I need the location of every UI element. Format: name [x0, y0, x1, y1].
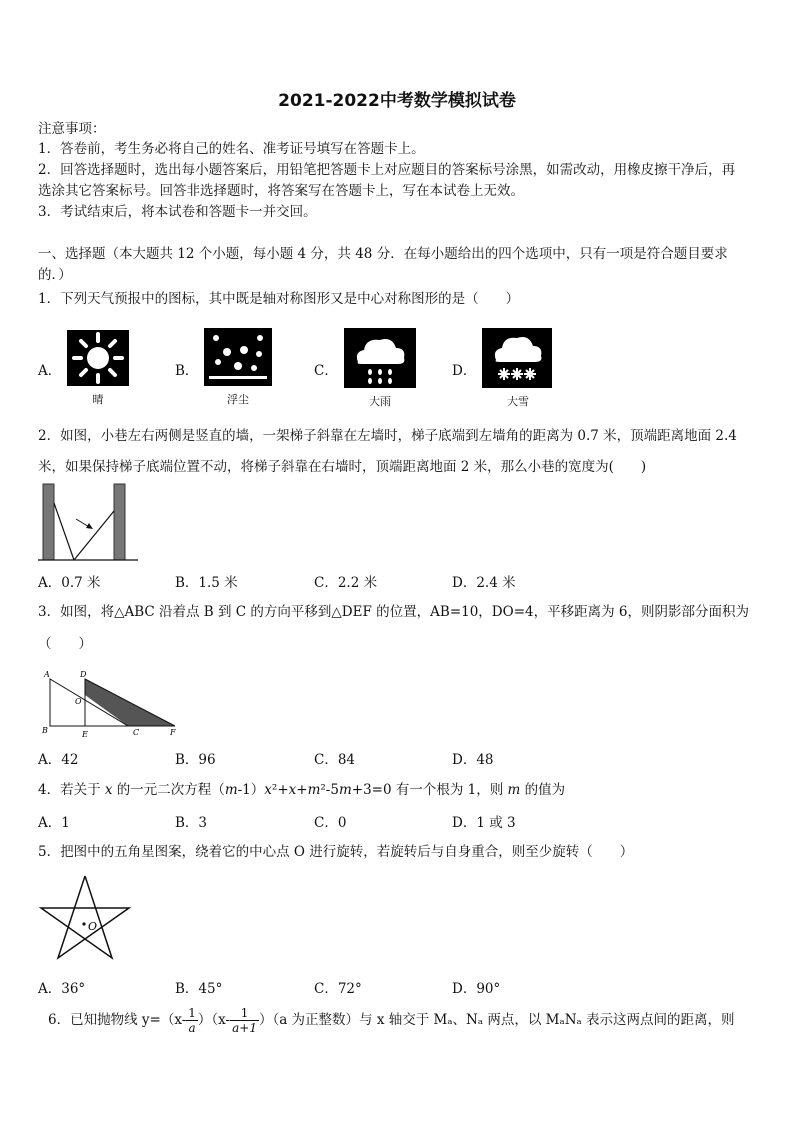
ladder-alley-figure	[38, 483, 138, 563]
label-f: F	[170, 728, 176, 737]
q4-option-a[interactable]: A．1	[38, 815, 70, 831]
center-o-label: O	[88, 920, 98, 933]
q4-option-b[interactable]: B．3	[175, 815, 208, 831]
q2-option-c[interactable]: C．2.2 米	[314, 575, 378, 591]
sun-icon	[67, 330, 129, 386]
page-title: 2021-2022中考数学模拟试卷	[278, 91, 516, 111]
q3-option-b[interactable]: B．96	[175, 752, 216, 768]
q1-option-a[interactable]: A．	[38, 363, 62, 379]
q5-option-d[interactable]: D．90°	[452, 981, 501, 997]
notice-item-2: 2．回答选择题时，选出每小题答案后，用铅笔把答题卡上对应题目的答案标号涂黑，如需改动，用橡皮擦干净后，再	[38, 162, 736, 178]
label-c: C	[133, 728, 140, 737]
q5-option-c[interactable]: C．72°	[314, 981, 362, 997]
q1-caption-a: 晴	[92, 393, 104, 406]
q1-caption-c: 大雨	[369, 395, 391, 408]
label-b: B	[42, 726, 48, 735]
fraction-1-over-a-plus-1: $\frac{1}{a+1}$	[232, 1006, 257, 1035]
notice-item-1: 1．答卷前，考生务必将自己的姓名、准考证号填写在答题卡上。	[38, 141, 425, 157]
section-heading-cont: 的．）	[38, 267, 72, 283]
q3-stem-line1: 3．如图，将△ABC 沿着点 B 到 C 的方向平移到△DEF 的位置，AB=10，DO=4，平移距离为 6，则阴影部分面积为	[38, 604, 749, 620]
notice-item-2-cont: 选涂其它答案标号。回答非选择题时，将答案写在答题卡上，写在本试卷上无效。	[38, 183, 524, 199]
q1-caption-b: 浮尘	[227, 393, 249, 406]
q2-option-d[interactable]: D．2.4 米	[452, 575, 516, 591]
q4-option-d[interactable]: D．1 或 3	[452, 815, 516, 831]
q2-option-a[interactable]: A．0.7 米	[38, 575, 101, 591]
q2-option-b[interactable]: B．1.5 米	[175, 575, 238, 591]
q1-caption-d: 大雪	[507, 395, 529, 408]
q1-option-b[interactable]: B．	[175, 363, 199, 379]
q3-option-d[interactable]: D．48	[452, 752, 494, 768]
translation-triangles-figure	[38, 665, 183, 740]
section-heading: 一、选择题（本大题共 12 个小题，每小题 4 分，共 48 分．在每小题给出的四个选项中，只有一项是符合题目要求	[38, 246, 728, 262]
q2-stem-line2: 米，如果保持梯子底端位置不动，将梯子斜靠在右墙时，顶端距离地面 2 米，那么小巷的宽度为( )	[38, 459, 647, 475]
dust-icon	[204, 328, 272, 386]
notice-item-3: 3．考试结束后，将本试卷和答题卡一并交回。	[38, 204, 317, 220]
label-a: A	[44, 670, 50, 679]
q5-option-a[interactable]: A．36°	[38, 981, 86, 997]
label-o: O	[75, 697, 82, 706]
q5-option-b[interactable]: B．45°	[175, 981, 223, 997]
notice-heading: 注意事项：	[38, 121, 106, 137]
label-d: D	[80, 670, 87, 679]
q4-stem: 4．若关于 x 的一元二次方程（m-1）x²+x+m²-5m+3=0 有一个根为 1，则 m 的值为	[38, 782, 566, 798]
q3-stem-line2: （ ）	[38, 636, 92, 652]
q1-stem: 1．下列天气预报中的图标，其中既是轴对称图形又是中心对称图形的是（ ）	[38, 291, 520, 307]
heavy-rain-icon	[344, 328, 416, 388]
q2-stem-line1: 2．如图，小巷左右两侧是竖直的墙，一架梯子斜靠在左墙时，梯子底端到左墙角的距离为 0.7 米，顶端距离地面 2.4	[38, 428, 737, 444]
five-point-star-figure	[38, 872, 132, 962]
label-e: E	[82, 730, 88, 739]
q3-option-c[interactable]: C．84	[314, 752, 356, 768]
q5-stem: 5．把图中的五角星图案，绕着它的中心点 O 进行旋转，若旋转后与自身重合，则至少旋转（ ）	[38, 844, 634, 860]
q6-stem: 6．已知抛物线 y=（x- $\frac{1}{a}$ ）（x- $\frac{1}{a+1}$ ）（a 为正整数）与 x 轴交于 Mₐ、Nₐ 两点，以 MₐNₐ 表示这两点间的距离，则	[48, 1006, 735, 1035]
q1-option-c[interactable]: C．	[314, 363, 338, 379]
heavy-snow-icon	[482, 328, 552, 388]
q4-option-c[interactable]: C．0	[314, 815, 347, 831]
fraction-1-over-a: $\frac{1}{a}$	[188, 1006, 196, 1035]
q1-option-d[interactable]: D．	[452, 363, 477, 379]
q3-option-a[interactable]: A．42	[38, 752, 79, 768]
